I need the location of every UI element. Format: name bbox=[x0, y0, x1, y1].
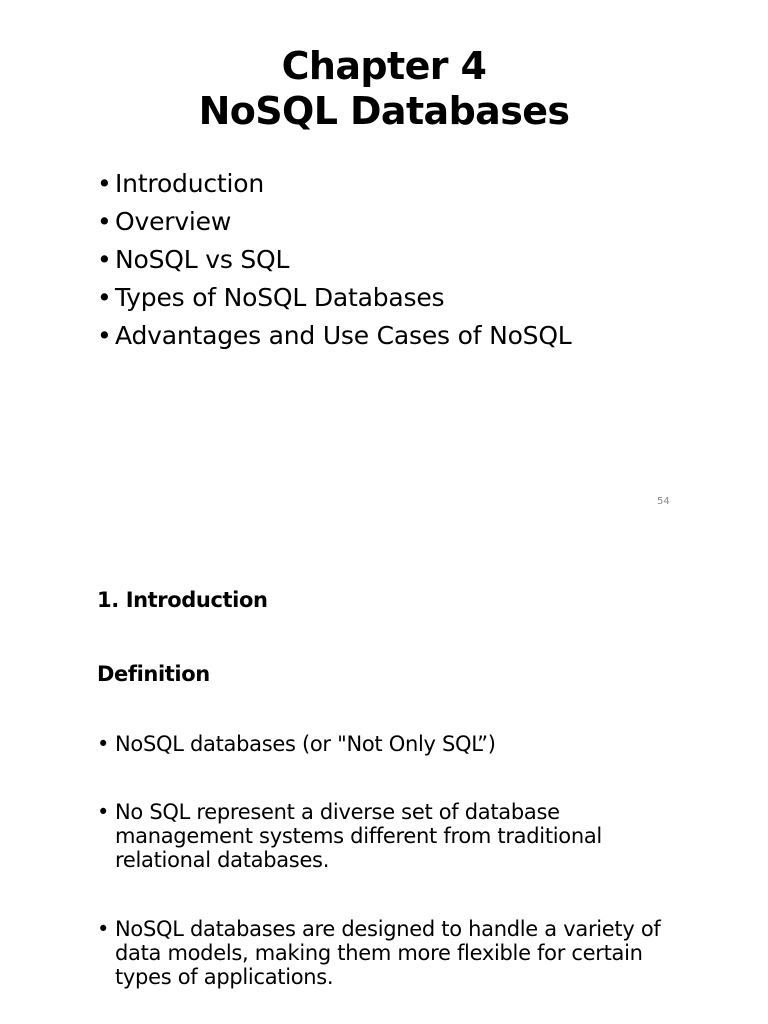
section-heading: 1. Introduction bbox=[97, 588, 268, 612]
bullet-icon: • bbox=[97, 245, 112, 274]
definition-item bbox=[97, 917, 677, 989]
page-number: 54 bbox=[657, 496, 670, 507]
bullet-icon: • bbox=[97, 917, 110, 941]
definition-item bbox=[97, 732, 677, 756]
bullet-icon: • bbox=[97, 169, 112, 198]
outline-item bbox=[97, 241, 572, 279]
bullet-icon: • bbox=[97, 283, 112, 312]
bullet-icon: • bbox=[97, 732, 110, 756]
definition-item bbox=[97, 800, 677, 872]
outline-item bbox=[97, 203, 572, 241]
slide-title bbox=[0, 44, 768, 134]
definition-item-text: NoSQL databases are designed to handle a variety of data models, making them more flexible for certain types of applications. bbox=[115, 917, 661, 989]
bullet-icon: • bbox=[97, 800, 110, 824]
definition-heading: Definition bbox=[97, 662, 210, 686]
title-line-chapter: Chapter 4 bbox=[281, 44, 487, 88]
outline-item-label: Overview bbox=[115, 207, 232, 236]
outline-item-label: Types of NoSQL Databases bbox=[115, 283, 445, 312]
slide-introduction bbox=[0, 512, 768, 1024]
bullet-icon: • bbox=[97, 321, 112, 350]
bullet-icon: • bbox=[97, 207, 112, 236]
title-line-topic: NoSQL Databases bbox=[198, 89, 570, 133]
outline-list bbox=[97, 165, 572, 355]
outline-item bbox=[97, 165, 572, 203]
outline-item bbox=[97, 317, 572, 355]
outline-item-label: Advantages and Use Cases of NoSQL bbox=[115, 321, 572, 350]
outline-item-label: NoSQL vs SQL bbox=[115, 245, 290, 274]
definition-item-text: No SQL represent a diverse set of database management systems different from traditional relational databases. bbox=[115, 800, 602, 872]
outline-item-label: Introduction bbox=[115, 169, 264, 198]
outline-item bbox=[97, 279, 572, 317]
definition-item-text: NoSQL databases (or "Not Only SQL”) bbox=[115, 732, 496, 756]
